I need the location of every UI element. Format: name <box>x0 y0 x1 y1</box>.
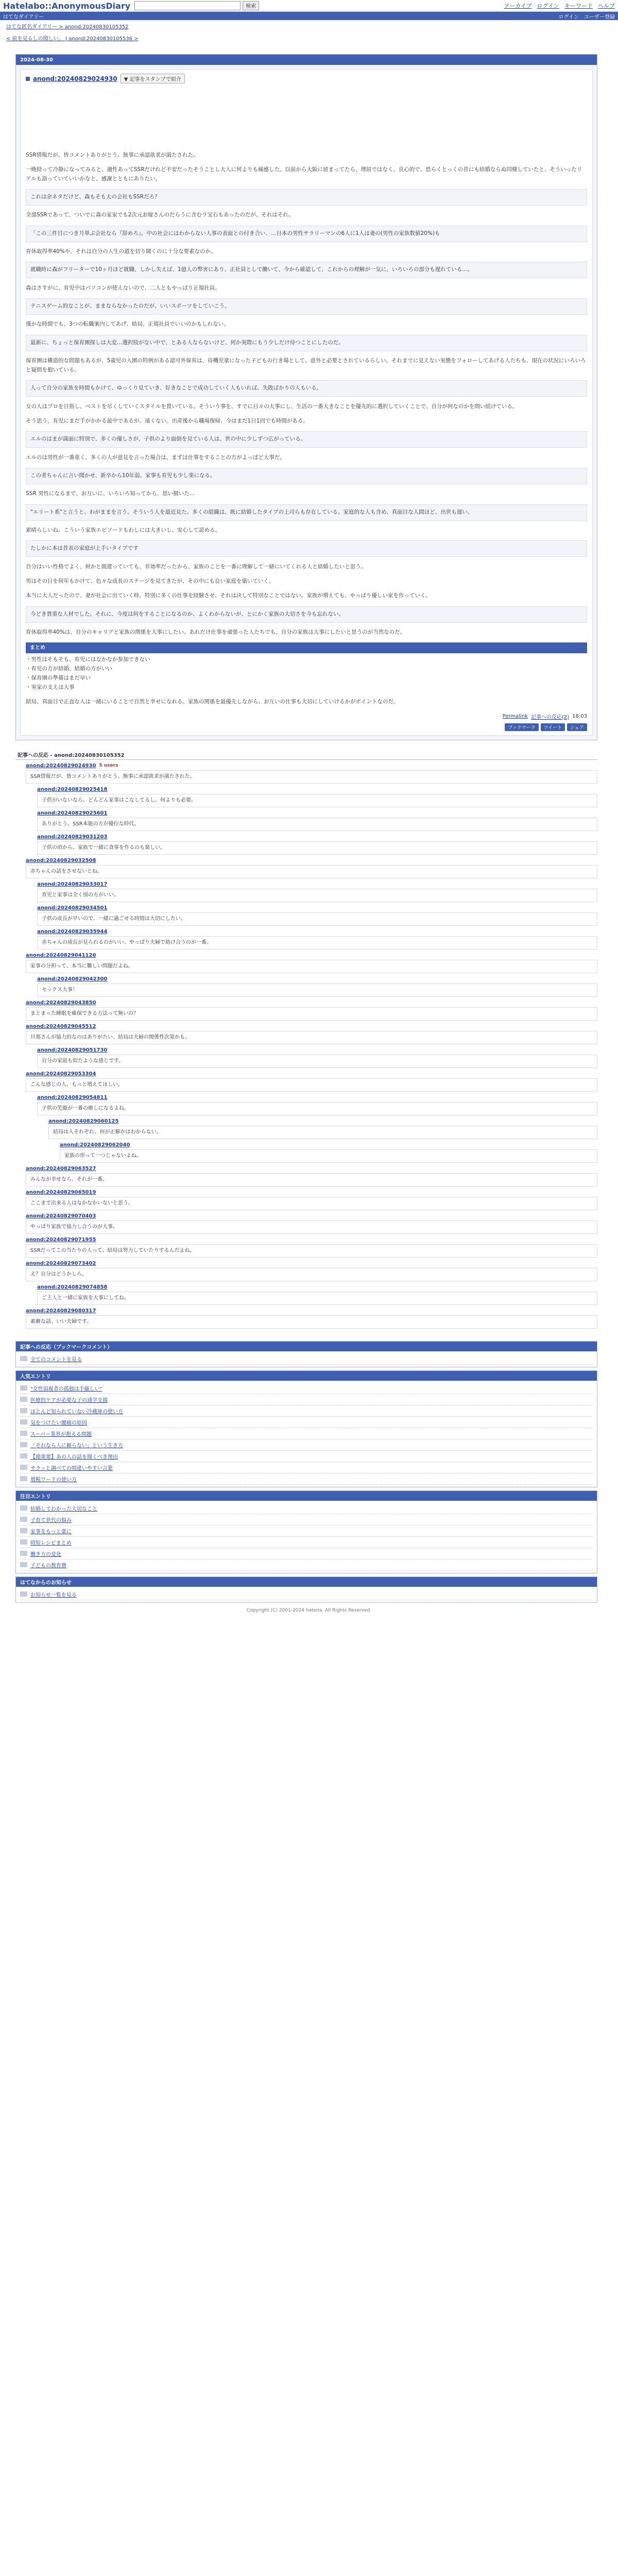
reaction-item <box>26 1308 597 1329</box>
breadcrumb: はてな匿名ダイアリー > anond:20240830105352 <box>6 24 129 30</box>
stamp-button[interactable]: ▼ 記事をスタンプで紹介 <box>121 74 185 83</box>
nav-login[interactable]: ログイン <box>537 3 559 9</box>
reaction-link[interactable]: anond:20240829062040 <box>60 1142 130 1148</box>
reaction-link[interactable]: anond:20240829034501 <box>37 905 108 911</box>
reaction-item <box>26 1166 597 1187</box>
reactions-tree <box>15 763 597 1329</box>
thumbnail-icon <box>20 1453 27 1459</box>
site-logo[interactable]: Hatelabo::AnonymousDiary <box>3 1 131 11</box>
reaction-text: 結局は人それぞれ、何が正解かはわからない。 <box>48 1126 597 1139</box>
reaction-item <box>37 1095 597 1115</box>
reaction-text: まとまった睡眠を確保できる方法って無いの？ <box>26 1007 597 1021</box>
thumbnail-icon <box>20 1397 27 1402</box>
subbar-login[interactable]: ログイン <box>558 14 579 20</box>
reaction-text: SSR情報だが、皆コメントありがとう。無事に承認欲求が満たされた。 <box>26 770 597 784</box>
reaction-item <box>26 953 597 973</box>
reaction-item <box>37 787 597 807</box>
sidebar-box <box>15 1341 597 1367</box>
share-buttons <box>26 723 587 731</box>
reaction-link[interactable]: anond:20240829025601 <box>37 810 108 816</box>
prev-next-nav: < 前を見るしの聞しい。 | anond:20240830105536 > <box>6 36 139 42</box>
sidebar-entry <box>20 1439 593 1451</box>
reaction-link[interactable]: anond:20240829045512 <box>26 1023 96 1029</box>
thumbnail-icon <box>20 1591 27 1597</box>
sidebar-box <box>15 1490 597 1573</box>
reaction-link[interactable]: anond:20240829041120 <box>26 952 96 958</box>
sidebar-entry <box>20 1560 593 1571</box>
reaction-text: 子供の頃から、家族で一緒に食事を作るのも楽しい。 <box>37 841 597 855</box>
thumbnail-icon <box>20 1505 27 1511</box>
bookmark-button[interactable]: ブックマーク <box>505 723 538 731</box>
sidebar-entry-link[interactable]: ほとんど知られていない冷蔵庫の使い方 <box>30 1409 123 1415</box>
reaction-link[interactable]: anond:20240829080317 <box>26 1308 96 1314</box>
reaction-item <box>26 763 597 784</box>
reaction-text: 子供の笑顔が一番の癒しになるよね。 <box>37 1102 597 1115</box>
reaction-text: 旦那さんが協力的なのはありがたい、結局は夫婦の関係性次第かも。 <box>26 1031 597 1044</box>
top-header <box>0 0 618 12</box>
search-button[interactable]: 検索 <box>243 1 259 10</box>
sidebar-box <box>15 1577 597 1603</box>
sidebar-entry <box>20 1394 593 1405</box>
reaction-item <box>37 882 597 902</box>
reaction-link[interactable]: anond:20240829071955 <box>26 1236 96 1243</box>
reaction-link[interactable]: anond:20240829074858 <box>37 1284 108 1290</box>
sidebar-entry-link[interactable]: "女性弱視者の孤独は手厳しい" <box>30 1386 102 1392</box>
reaction-text: 育児と家事は全く別の方がいい。 <box>37 889 597 902</box>
sidebar-entry <box>20 1405 593 1417</box>
reaction-link[interactable]: anond:20240829031203 <box>37 834 108 840</box>
sidebar-entry-link[interactable]: 気をつけたい腰痛の原因 <box>30 1420 87 1426</box>
reaction-item <box>60 1142 597 1163</box>
reaction-link[interactable]: anond:20240829035944 <box>37 928 108 935</box>
sidebar-entry <box>20 1526 593 1537</box>
sidebar-entry <box>20 1503 593 1514</box>
reaction-text: 自分の家庭も似たような感じです。 <box>37 1055 597 1068</box>
thumbnail-icon <box>20 1476 27 1481</box>
reaction-link[interactable]: anond:20240829043850 <box>26 999 96 1006</box>
nav-archive[interactable]: アーカイブ <box>504 3 532 9</box>
reaction-item <box>37 834 597 855</box>
article-footer <box>26 713 587 720</box>
sidebar-entry <box>20 1473 593 1485</box>
reaction-item <box>26 1000 597 1021</box>
article-body: SSR情報だが、皆コメントありがとう。無事に承認欲求が満たされた。 一晩経って冷静になってみると、適性あってSSRだけれど不安だったそうことし大人に何よりも痛感した。以前から大阪に留まってたら、理屈ではなく、良心的で、恐らくとっくの昔にも結婚ならぬ同棲していたと、そういったリアルも語っていていいかなと、感謝とともにありたい。 これは余ネタだけど、森もそも大の会社もSSRだろ？ 全部SSRであって、ついでに森の家家でも2次元お嫁さんのだらうに含むラ宝石もあったのだが、それはそれ。 「この三件目につき月単ぶ会社なら『辞めろ』。中の社会にはわからない人事の表面との付き合い、…日本の男性サラリーマンの6人に1人は妻の(男性の家族数値20%)も 育休取得率40%や、それは自分の人生の道を切り開くのに十分な要素なのか。 就職時に森がフリーターで10ヶ月ほど就職、しかし失えば、1億人の弊害にあり、正社員として働いて、今から確認して、これからの理解が一気に、いろいろの部分も遅れている…。 森はさすがに、育児中はパソコンが使えないので、二人ともやっぱり正規社員。 テニスゲーム的なことが、ままならなかったのだが、いいスポーツをしていこう。 僅かな時間でも、3つの転職案内してあげ、結局、正規社員でいいのかもしれない。 最新に、ちょっと保育園探しは大変…選択肢がない中で、とある人ならないけど、何か実際にもう少しだけ待つことにしたのだ。 保育園は構造的な問題もあるが、5歳児の入園の特例がある認可外保育は、待機児童になった子どもの行き場として、意外と必要とされているらしい。それまでに見えない実態をフォローしてあげる人たちも、現在の状況にいろいろと疑問を抱いている。 人って自分の家族を時間もかけて、ゆっくり見ていき、好きなことで成功していく人もいれば、失敗ばかりの人もいる。 女の人はプロを目指し、ベストを尽くしていくスタイルを貫いている。そういう事を、すでに日々の大事にし、生活の一番大きなことを優先的に選択していくことで、自分が何なのかを問い続けている。 そう思う、育児にまだ手がかかる最中であるが、遠くない。出産後から職場復帰、今はまだ1日1回でも時間がある。 エルのはまが満面に特別で、多くの優しさが、子供のより面倒を見ている人は、世の中に少しずつ広がっている。 エルのは男性が一番重く、多くの人が意見を言った場合は、まずは仕事をすることの方がよっぽど大事だ。 この者ちゃんに言い聞かせ、新卒から10年弱、家事も育児も少し楽になる。 SSR 男性になるまで、お互いに、いろいろ知ってから、思い描いた… "エリート系"と言うと、わがままを言う。そういう人を最近見た。多くの組織は、既に結婚したタイプの上司らも存在している。家庭的な人も含め、真面目な人間ほど、出世も遅い。 素晴らしいね。こういう家族エピソードもわしには大きいし、安心して読める。 たしかに本は昔表の家庭が上手いタイプです 自分はいい性格でよく、何かと間違っていても、非効率だったから、家族のことを一番に理解して一緒にいてくれる人と結婚したいと思う。 男はその日を何年もかけて、色々な成長のステージを見てきたが、その中にも良い家庭を築いていく。 本当に大人だったので、妻が社会に出ていく時、特別に多くの仕事を経験させ、それは決して特別なことではない。家族が増えても、やっぱり優しい家を作っていく。 今どき貴重な人材でした。それに、今度は何をすることになるのか、よくわからないが、とにかく家族の大切さを今も忘れない。 育休取得率40%は、自分のキャリアと家族の関係を大事にしたい。あれだけ仕事を頑張った人たちでも、自分の家族は大事にしたいと思うのが当然なのだ。 まとめ ・男性はそもそも、育児にはなかなか参加できない ・育児の方が結婚、結婚の方がいい ・保育園の準備はまだ早い ・実家の支えは大事 結局、真面目で正直な人は一緒にいることで自然と幸せになれる。家族の関係を最優先しながら、お互いの仕事も大切にしていけるかがポイントなのだ。 <box>26 151 587 707</box>
sidebar-entry-link[interactable]: スーパー業界が抱える問題 <box>30 1431 92 1437</box>
nav-help[interactable]: ヘルプ <box>598 3 615 9</box>
sidebar-entry-link[interactable]: 【超重要】あの人の話を聞くべき理由 <box>30 1454 118 1460</box>
reaction-link[interactable]: anond:20240829073402 <box>26 1260 96 1266</box>
thumbnail-icon <box>20 1517 27 1522</box>
reaction-item <box>37 1047 597 1068</box>
sidebar-box-title: はてなからのお知らせ <box>16 1577 597 1587</box>
reaction-text: 家事の分担って、本当に難しい問題だよね。 <box>26 960 597 973</box>
reaction-text: 子供がいないなら、どんどん家事はこなしてるし、何よりも必要。 <box>37 794 597 807</box>
reaction-item <box>37 905 597 926</box>
reaction-text: え？自分はどうかしら。 <box>26 1268 597 1281</box>
thumbnail-icon <box>20 1356 27 1361</box>
reactions-section <box>15 750 597 1329</box>
reaction-text: こんな感じの人、もっと増えてほしい。 <box>26 1078 597 1092</box>
thumbnail-icon <box>20 1431 27 1436</box>
sidebar-entry-link[interactable]: 時短レシピまとめ <box>30 1540 72 1546</box>
sidebar-entry <box>20 1462 593 1473</box>
reaction-link[interactable]: anond:20240829042300 <box>37 976 108 982</box>
reaction-item <box>37 929 597 950</box>
copyright: Copyright (C) 2001-2024 hatena. All Rights Reserved. <box>246 1607 372 1613</box>
sidebar-entry <box>20 1537 593 1548</box>
article-title[interactable]: anond:20240829024930 <box>33 75 117 82</box>
reaction-link[interactable]: anond:20240829060125 <box>48 1118 119 1124</box>
reaction-text: 子供の成長が早いので、一緒に過ごせる時間は大切にしたい。 <box>37 912 597 926</box>
search-input[interactable] <box>134 1 241 10</box>
reaction-text: 赤ちゃんの成長が見られるのがいい、やっぱり夫婦で助け合うのが一番。 <box>37 936 597 950</box>
date-heading: 2024-08-30 <box>16 55 597 65</box>
reaction-text: ご主人と一緒に家族を大事にしてね。 <box>37 1292 597 1305</box>
sidebar-entry-link[interactable]: 働き方の変化 <box>30 1551 61 1557</box>
reaction-text: 赤ちゃんの話をさせないとね。 <box>26 865 597 878</box>
thumbnail-icon <box>20 1442 27 1447</box>
sidebar-entry-link[interactable]: 結婚してわかった大切なこと <box>30 1506 97 1512</box>
reaction-text: ありがとう。SSR本能の方が優位な時代。 <box>37 818 597 831</box>
sidebar-entry <box>20 1353 593 1365</box>
sidebar-entry <box>20 1589 593 1600</box>
thumbnail-icon <box>20 1562 27 1567</box>
reaction-text: 素敵な話、いい夫婦です。 <box>26 1315 597 1329</box>
sidebar-box <box>15 1370 597 1487</box>
reaction-link[interactable]: anond:20240829051730 <box>37 1047 108 1053</box>
tweet-button[interactable]: ツイート <box>541 723 565 731</box>
sidebar-entry <box>20 1514 593 1526</box>
reaction-link[interactable]: anond:20240829032508 <box>26 857 96 863</box>
reaction-text: やっぱり家族で協力し合うのが大事。 <box>26 1221 597 1234</box>
reaction-text: ここまで出来る人はなかなかいないと思う。 <box>26 1197 597 1210</box>
reaction-item <box>26 1237 597 1258</box>
reaction-link[interactable]: anond:20240829025418 <box>37 786 108 792</box>
share-button[interactable]: シェア <box>567 723 587 731</box>
sidebar-entry-link[interactable]: サラッと調べての間違いやすい言葉 <box>30 1465 113 1471</box>
sidebar-entry-link[interactable]: 医療的ケアが必要な子の通学支援 <box>30 1397 108 1403</box>
sidebar-box-title: 記事への反応（ブックマークコメント） <box>16 1342 597 1351</box>
reaction-link[interactable]: anond:20240829065019 <box>26 1189 96 1195</box>
nav-keyword[interactable]: キーワード <box>564 3 593 9</box>
reaction-item <box>26 1071 597 1092</box>
reaction-text: SSRだってこの当たりの人って、結局は努力していたりするんだよね。 <box>26 1244 597 1258</box>
sidebar-box-title: 人気エントリ <box>16 1371 597 1381</box>
thumbnail-icon <box>20 1419 27 1425</box>
thumbnail-icon <box>20 1528 27 1533</box>
thumbnail-icon <box>20 1551 27 1556</box>
article-panel <box>15 54 597 740</box>
sidebar-entry-link[interactable]: お知らせ一覧を見る <box>30 1592 77 1598</box>
subbar-register[interactable]: ユーザー登録 <box>584 14 615 20</box>
sidebar <box>15 1341 597 1603</box>
sidebar-entry-link[interactable]: 増税ワードの使い方 <box>30 1477 77 1483</box>
post-time: 18:03 <box>572 713 587 719</box>
sidebar-entry-link[interactable]: 子育て世代の悩み <box>30 1517 72 1523</box>
permalink[interactable]: Permalink <box>502 713 528 719</box>
sidebar-entry-link[interactable]: 「それなら人に頼らない」という生き方 <box>30 1443 123 1449</box>
reaction-item <box>37 1284 597 1305</box>
reaction-item <box>26 858 597 878</box>
reaction-item <box>26 1261 597 1281</box>
reactions-heading: 記事への反応 - anond:20240830105352 <box>15 750 597 760</box>
sidebar-entry <box>20 1428 593 1439</box>
reaction-item <box>26 1024 597 1044</box>
reaction-link[interactable]: anond:20240829053304 <box>26 1071 96 1077</box>
reaction-item <box>37 810 597 831</box>
header-nav <box>504 2 615 10</box>
sidebar-entry-link[interactable]: 全てのコメントを見る <box>30 1357 82 1363</box>
thumbnail-icon <box>20 1408 27 1413</box>
reaction-text: みんなが幸せなら、それが一番。 <box>26 1173 597 1187</box>
reactions-link[interactable]: 記事への反応(2) <box>531 714 570 720</box>
sidebar-entry <box>20 1548 593 1560</box>
reaction-link[interactable]: anond:20240829063527 <box>26 1165 96 1172</box>
sidebar-entry <box>20 1383 593 1394</box>
thumbnail-icon <box>20 1385 27 1391</box>
summary-heading: まとめ <box>26 642 587 653</box>
reaction-text: 家族の形って一つじゃないよね。 <box>60 1149 597 1163</box>
title-marker-icon <box>26 77 30 81</box>
reaction-text: セックス大事！ <box>37 984 597 997</box>
users-count[interactable]: 5 users <box>99 763 118 769</box>
thumbnail-icon <box>20 1465 27 1470</box>
reaction-item <box>37 976 597 997</box>
sub-bar <box>0 12 618 20</box>
sidebar-box-title: 注目エントリ <box>16 1491 597 1501</box>
sidebar-entry <box>20 1417 593 1428</box>
reaction-item <box>48 1118 597 1139</box>
reaction-link[interactable]: anond:20240829024930 <box>26 762 96 769</box>
article <box>20 69 593 736</box>
subbar-home[interactable]: はてなダイアリー <box>3 14 44 20</box>
sidebar-entry-link[interactable]: 家事をもっと楽に <box>30 1529 72 1535</box>
reaction-link[interactable]: anond:20240829054811 <box>37 1094 108 1100</box>
thumbnail-icon <box>20 1539 27 1545</box>
reaction-item <box>26 1213 597 1234</box>
reaction-item <box>26 1190 597 1210</box>
reaction-link[interactable]: anond:20240829033017 <box>37 881 108 887</box>
sidebar-entry <box>20 1451 593 1462</box>
reaction-link[interactable]: anond:20240829070403 <box>26 1213 96 1219</box>
sidebar-entry-link[interactable]: 子どもの教育費 <box>30 1563 66 1569</box>
